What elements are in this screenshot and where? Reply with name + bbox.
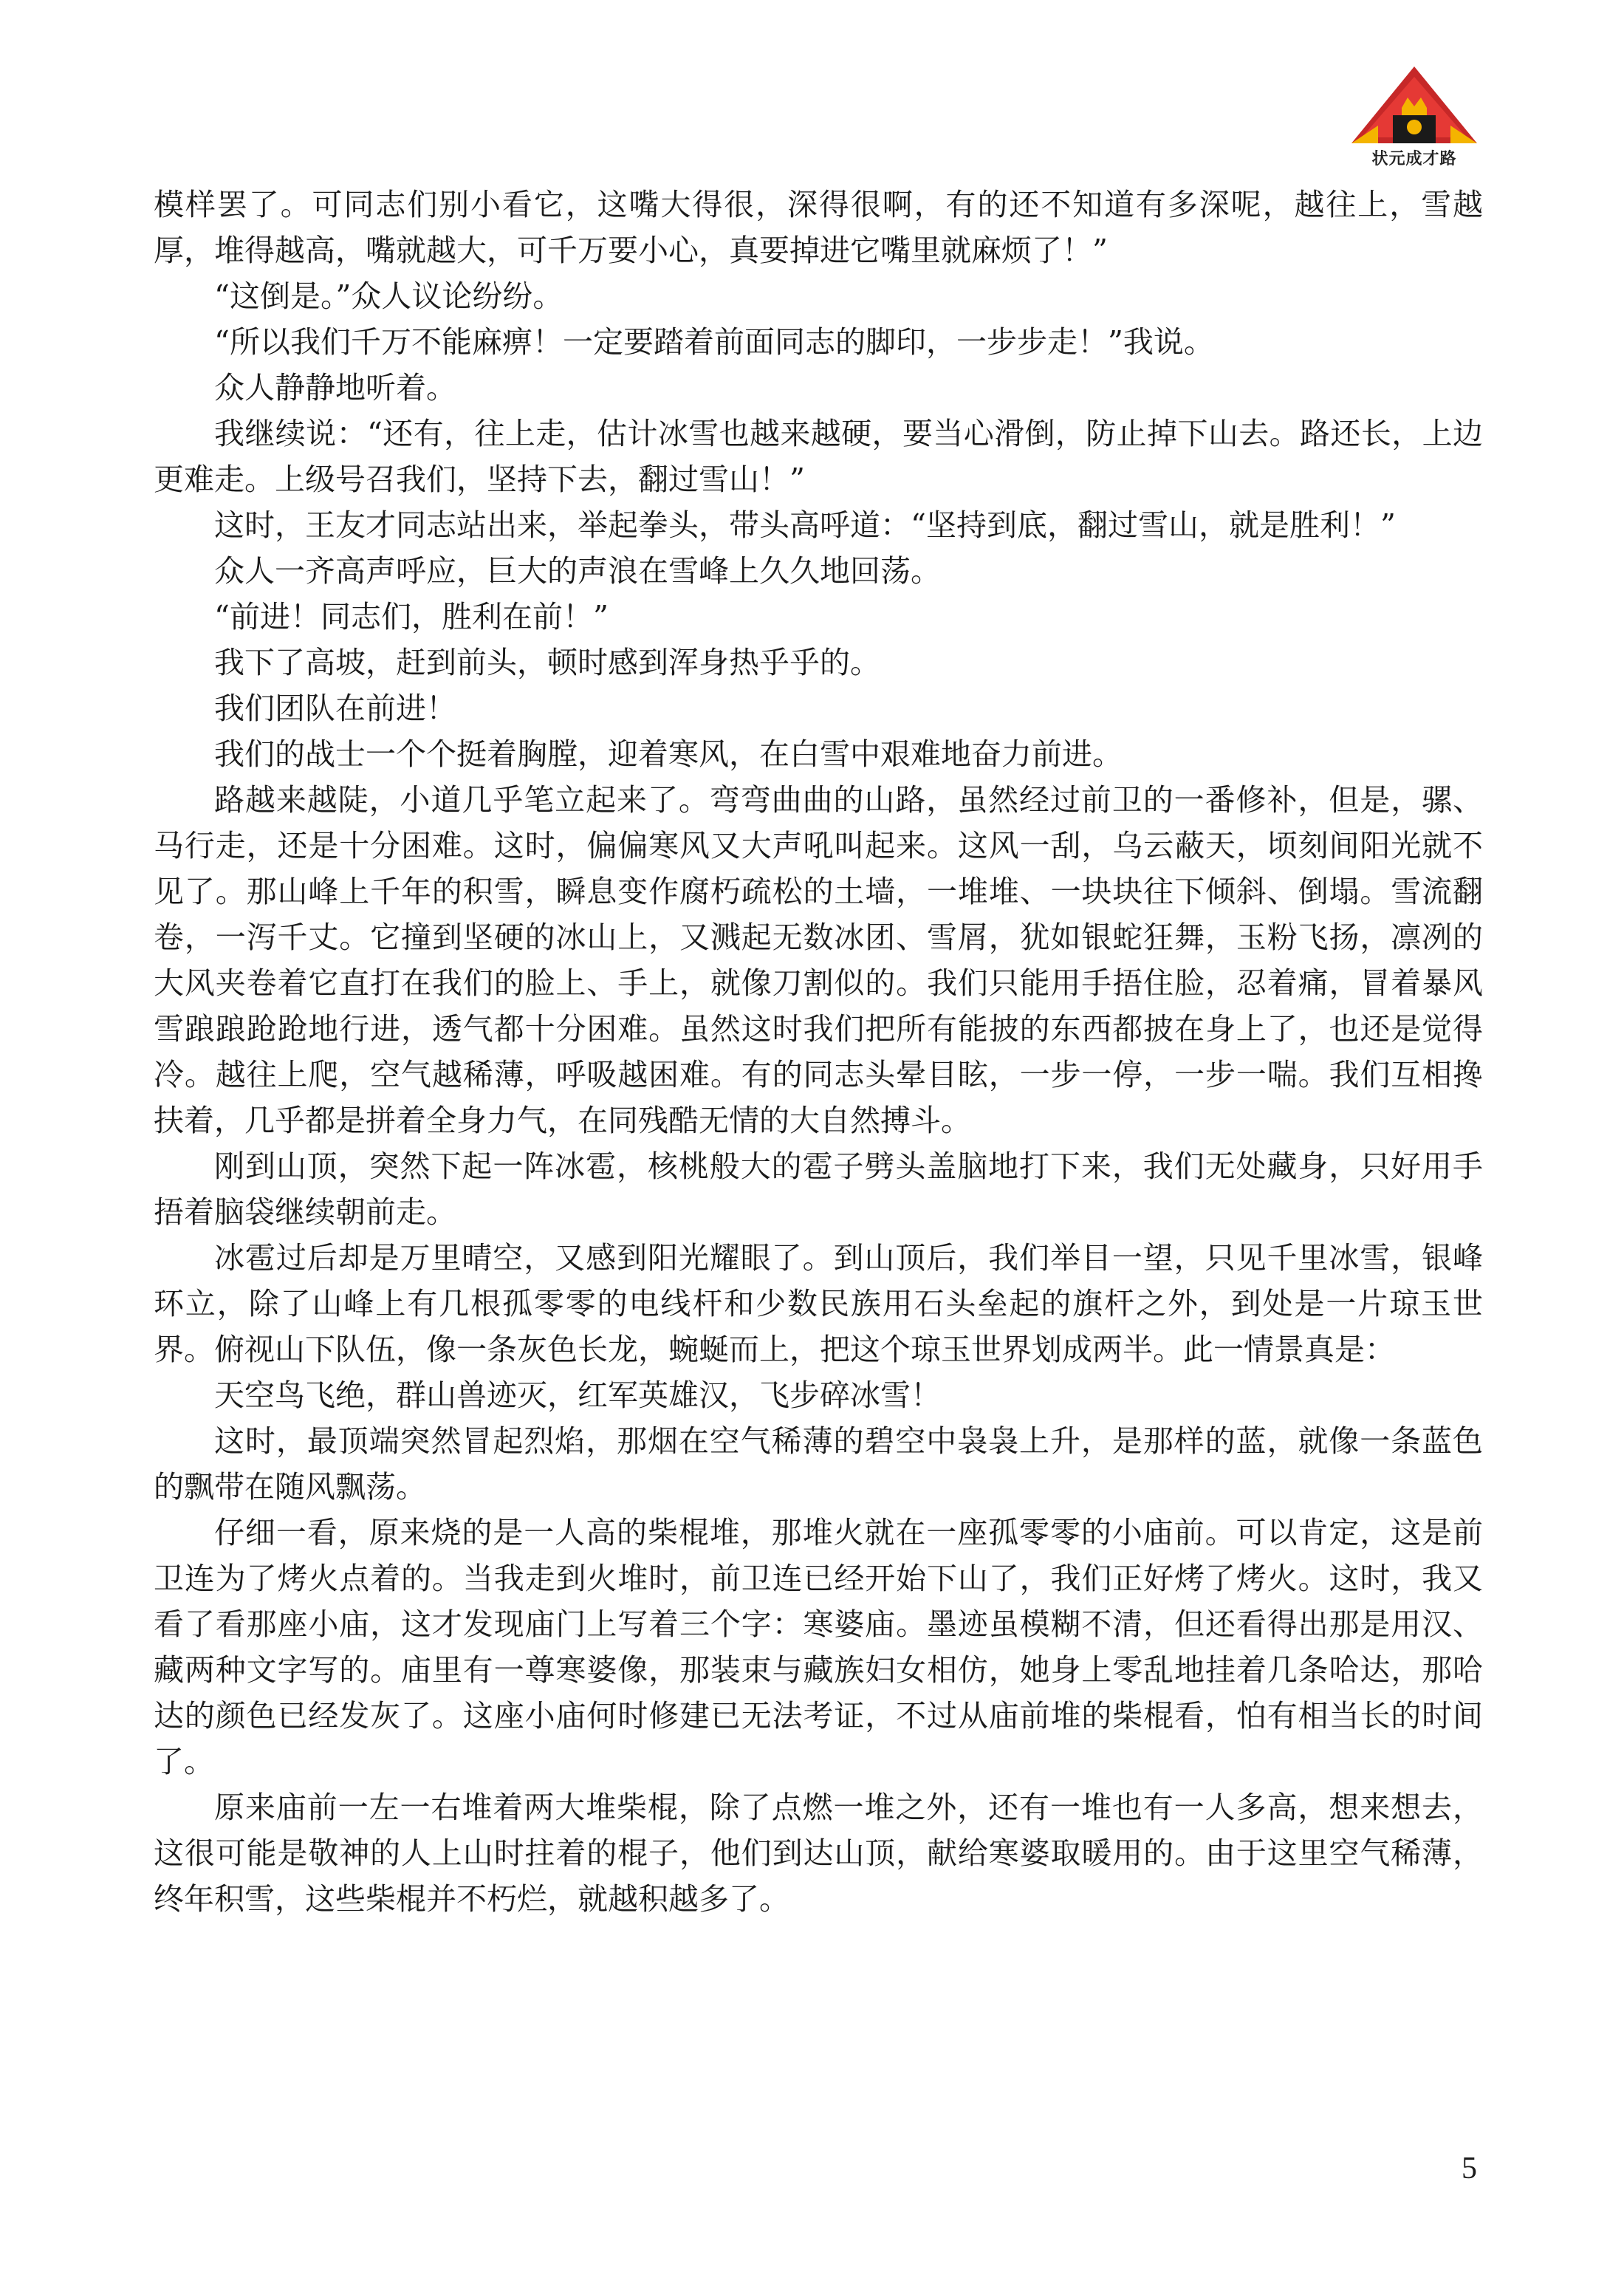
paragraph: 我们团队在前进！ [214, 691, 456, 726]
paragraph: 仔细一看，原来烧的是一人高的柴棍堆，那堆火就在一座孤零零的小庙前。可以肯定，这是前卫连为了烤火点着的。当我走到火堆时，前卫连已经开始下山了，我们正好烤了烤火。这时，我又看了看那座小庙，这才发现庙门上写着三个字：寒婆庙。墨迹虽模糊不清，但还看得出那是用汉、藏两种文字写的。庙里有一尊寒婆像，那装束与藏族妇女相仿，她身上零乱地挂着几条哈达，那哈达的颜色已经发灰了。这座小庙何时修建已无法考证，不过从庙前堆的柴棍看，怕有相当长的时间了。 [154, 1515, 1483, 1779]
publisher-logo [1349, 64, 1480, 168]
paragraph: “这倒是。”众人议论纷纷。 [214, 278, 563, 314]
paragraph: 我继续说：“还有，往上走，估计冰雪也越来越硬，要当心滑倒，防止掉下山去。路还长，上边更难走。上级号召我们，坚持下去，翻过雪山！” [154, 416, 1483, 497]
paragraph: 我们的战士一个个挺着胸膛，迎着寒风，在白雪中艰难地奋力前进。 [214, 736, 1123, 772]
paragraph: 原来庙前一左一右堆着两大堆柴棍，除了点燃一堆之外，还有一堆也有一人多高，想来想去，这很可能是敬神的人上山时拄着的棍子，他们到达山顶，献给寒婆取暖用的。由于这里空气稀薄，终年积雪，这些柴棍并不朽烂，就越积越多了。 [154, 1790, 1483, 1917]
article-body [154, 182, 1483, 1922]
paragraph: 这时，王友才同志站出来，举起拳头，带头高呼道：“坚持到底，翻过雪山，就是胜利！” [214, 507, 1396, 543]
page-number: 5 [1462, 2152, 1477, 2186]
paragraph: “所以我们千万不能麻痹！一定要踏着前面同志的脚印，一步步走！”我说。 [214, 324, 1214, 360]
logo-text: 状元成才路 [1371, 150, 1457, 168]
paragraph: 模样罢了。可同志们别小看它，这嘴大得很，深得很啊，有的还不知道有多深呢，越往上，雪越厚，堆得越高，嘴就越大，可千万要小心，真要掉进它嘴里就麻烦了！” [154, 187, 1483, 268]
paragraph: “前进！同志们，胜利在前！” [214, 599, 609, 634]
poem-line: 天空鸟飞绝，群山兽迹灭，红军英雄汉，飞步碎冰雪！ [214, 1378, 941, 1413]
crown-triangle-logo-icon [1349, 64, 1480, 146]
paragraph: 路越来越陡，小道几乎笔立起来了。弯弯曲曲的山路，虽然经过前卫的一番修补，但是，骡、马行走，还是十分困难。这时，偏偏寒风又大声吼叫起来。这风一刮，乌云蔽天，顷刻间阳光就不见了。那山峰上千年的积雪，瞬息变作腐朽疏松的土墙，一堆堆、一块块往下倾斜、倒塌。雪流翻卷，一泻千丈。它撞到坚硬的冰山上，又溅起无数冰团、雪屑，犹如银蛇狂舞，玉粉飞扬，凛冽的大风夹卷着它直打在我们的脸上、手上，就像刀割似的。我们只能用手捂住脸，忍着痛，冒着暴风雪踉踉跄跄地行进，透气都十分困难。虽然这时我们把所有能披的东西都披在身上了，也还是觉得冷。越往上爬，空气越稀薄，呼吸越困难。有的同志头晕目眩，一步一停，一步一喘。我们互相搀扶着，几乎都是拼着全身力气，在同残酷无情的大自然搏斗。 [154, 782, 1483, 1138]
paragraph: 这时，最顶端突然冒起烈焰，那烟在空气稀薄的碧空中袅袅上升，是那样的蓝，就像一条蓝色的飘带在随风飘荡。 [154, 1423, 1483, 1505]
paragraph: 众人一齐高声呼应，巨大的声浪在雪峰上久久地回荡。 [214, 553, 941, 589]
paragraph: 众人静静地听着。 [214, 370, 456, 405]
paragraph: 刚到山顶，突然下起一阵冰雹，核桃般大的雹子劈头盖脑地打下来，我们无处藏身，只好用手捂着脑袋继续朝前走。 [154, 1149, 1483, 1230]
paragraph: 冰雹过后却是万里晴空，又感到阳光耀眼了。到山顶后，我们举目一望，只见千里冰雪，银峰环立，除了山峰上有几根孤零零的电线杆和少数民族用石头垒起的旗杆之外，到处是一片琼玉世界。俯视山下队伍，像一条灰色长龙，蜿蜒而上，把这个琼玉世界划成两半。此一情景真是： [154, 1240, 1483, 1367]
paragraph: 我下了高坡，赶到前头，顿时感到浑身热乎乎的。 [214, 645, 880, 680]
